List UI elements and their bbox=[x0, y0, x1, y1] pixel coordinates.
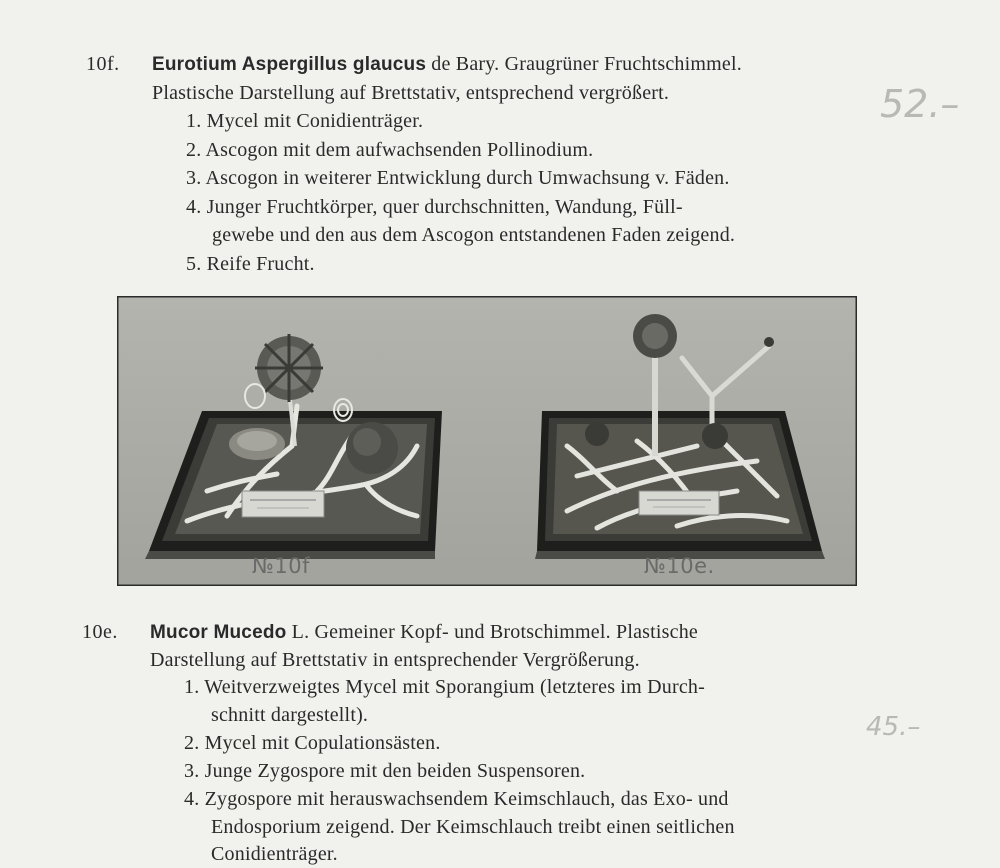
entry-number: 10e. bbox=[82, 621, 118, 643]
title-rest: L. Gemeiner Kopf- und Brotschimmel. Plastische bbox=[286, 621, 699, 643]
pencil-price-note: 52.– bbox=[880, 82, 960, 126]
species-name: Mucor Mucedo bbox=[150, 622, 287, 643]
entry-title-line bbox=[150, 621, 698, 644]
entry-title-line bbox=[152, 53, 742, 76]
list-item: 2. Ascogon mit dem aufwachsenden Pollinodium. bbox=[186, 139, 594, 161]
zygospore bbox=[702, 423, 728, 449]
plate-illustration bbox=[117, 296, 857, 586]
list-item: 4. Junger Fruchtkörper, quer durchschnitten, Wandung, Füll- bbox=[186, 196, 683, 218]
list-item: 5. Reife Frucht. bbox=[186, 253, 315, 275]
photo-plate bbox=[117, 296, 857, 586]
list-item: 1. Mycel mit Conidienträger. bbox=[186, 110, 424, 132]
list-item: 3. Ascogon in weiterer Entwicklung durch Umwachsung v. Fäden. bbox=[186, 167, 730, 189]
list-item-continued: schnitt dargestellt). bbox=[211, 704, 369, 726]
list-item: 4. Zygospore mit herauswachsendem Keimschlauch, das Exo- und bbox=[184, 788, 729, 810]
pencil-price-note: 45.– bbox=[866, 712, 921, 742]
entry-number: 10f. bbox=[86, 53, 120, 75]
list-item: 2. Mycel mit Copulationsästen. bbox=[184, 732, 441, 754]
list-item: 1. Weitverzweigtes Mycel mit Sporangium (letzteres im Durch- bbox=[184, 676, 705, 698]
title-rest: de Bary. Graugrüner Fruchtschimmel. bbox=[426, 53, 742, 75]
list-item-continued: gewebe und den aus dem Ascogon entstandenen Faden zeigend. bbox=[212, 224, 736, 246]
list-item-continued: Conidienträger. bbox=[211, 843, 338, 865]
list-item: 3. Junge Zygospore mit den beiden Suspensoren. bbox=[184, 760, 586, 782]
description-line: Darstellung auf Brettstativ in entsprechender Vergrößerung. bbox=[150, 649, 640, 671]
model-label bbox=[242, 491, 324, 517]
description-line: Plastische Darstellung auf Brettstativ, entsprechend vergrößert. bbox=[152, 82, 670, 104]
model-label bbox=[639, 491, 719, 515]
species-name: Eurotium Aspergillus glaucus bbox=[152, 54, 427, 75]
list-item-continued: Endosporium zeigend. Der Keimschlauch treibt einen seitlichen bbox=[211, 816, 735, 838]
plate-caption-right: №10e. bbox=[644, 554, 715, 578]
plate-caption-left: №10f bbox=[252, 554, 310, 578]
